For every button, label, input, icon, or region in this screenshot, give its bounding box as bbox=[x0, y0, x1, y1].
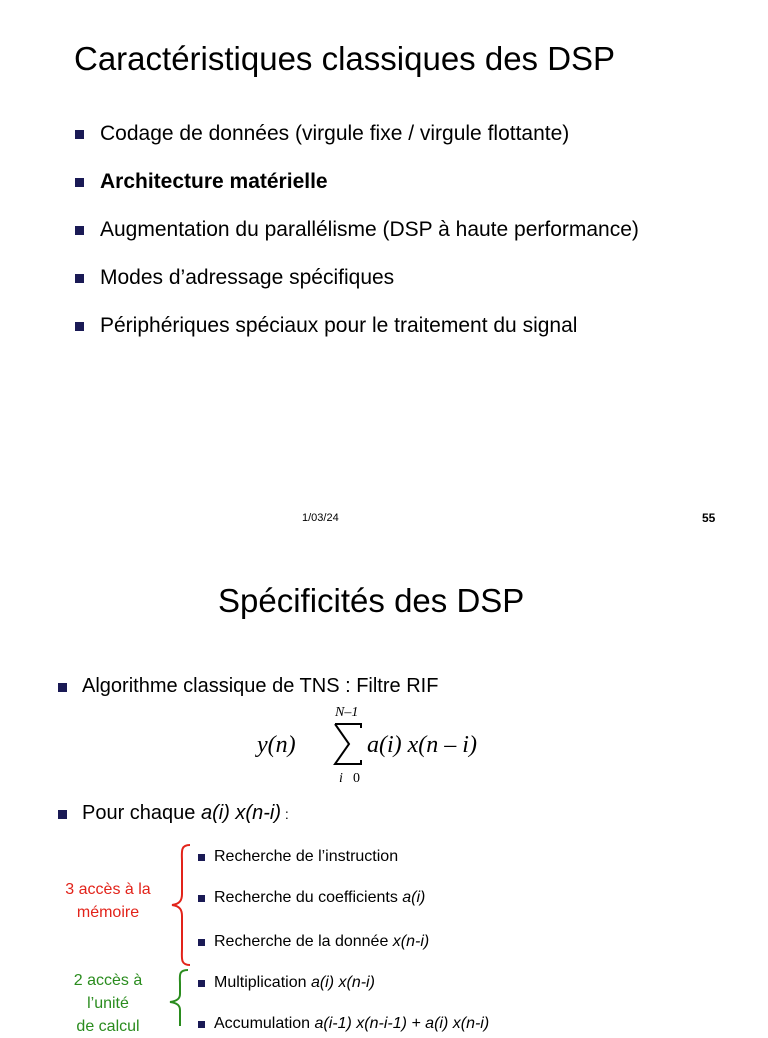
square-bullet-icon bbox=[75, 130, 84, 139]
square-bullet-icon bbox=[198, 980, 205, 987]
bullet-item bbox=[75, 310, 639, 358]
red-brace-icon bbox=[168, 842, 192, 968]
bullet-item bbox=[58, 799, 289, 828]
page-number: 55 bbox=[702, 511, 716, 525]
fir-formula bbox=[255, 704, 525, 794]
sub-bullet-text: Accumulation bbox=[214, 1015, 315, 1032]
square-bullet-icon bbox=[198, 1021, 205, 1028]
sub-bullet-italic: a(i) x(n-i) bbox=[310, 974, 375, 991]
square-bullet-icon bbox=[75, 226, 84, 235]
bullet-item bbox=[75, 166, 639, 214]
label-line: mémoire bbox=[76, 904, 140, 921]
bullet-text: Architecture matérielle bbox=[100, 170, 328, 193]
bullet-text: Codage de données (virgule fixe / virgule flottante) bbox=[100, 122, 570, 145]
sub-bullet-text: Recherche de l’instruction bbox=[214, 848, 399, 865]
compute-unit-label bbox=[44, 969, 172, 1038]
square-bullet-icon bbox=[58, 810, 67, 819]
bullet-text: Modes d’adressage spécifiques bbox=[100, 266, 395, 289]
square-bullet-icon bbox=[198, 895, 205, 902]
sub-bullet-item bbox=[198, 931, 429, 953]
footer-date: 1/03/24 bbox=[302, 512, 339, 524]
bullet-text: Périphériques spéciaux pour le traitement du signal bbox=[100, 314, 578, 337]
sub-bullet-text: Recherche de la donnée bbox=[214, 933, 393, 950]
square-bullet-icon bbox=[198, 939, 205, 946]
bullet-text-suffix: : bbox=[280, 806, 289, 822]
label-line: 2 accès à bbox=[73, 972, 143, 989]
label-line: l’unité bbox=[87, 995, 129, 1012]
green-brace-icon bbox=[162, 968, 190, 1028]
formula-sum-upper: N–1 bbox=[335, 705, 359, 720]
sub-bullet-italic: a(i) bbox=[402, 889, 426, 906]
bullet-item bbox=[75, 214, 639, 262]
square-bullet-icon bbox=[75, 274, 84, 283]
slide-title: Caractéristiques classiques des DSP bbox=[74, 40, 616, 77]
slide-specificites bbox=[0, 540, 768, 1035]
bullet-item bbox=[75, 118, 639, 166]
sub-bullet-item bbox=[198, 887, 425, 909]
formula-lhs: y(n) bbox=[257, 732, 296, 758]
label-line: 3 accès à la bbox=[65, 881, 151, 898]
formula-rhs: a(i) x(n – i) bbox=[367, 732, 477, 758]
bullet-item bbox=[75, 262, 639, 310]
slide-title: Spécificités des DSP bbox=[218, 582, 525, 619]
sub-bullet-item bbox=[198, 1013, 489, 1035]
bullet-item bbox=[58, 672, 438, 700]
sigma-icon bbox=[335, 724, 361, 764]
sub-bullet-italic: a(i-1) x(n-i-1) + a(i) x(n-i) bbox=[314, 1015, 490, 1032]
formula-sum-lower-var: i bbox=[339, 771, 343, 786]
bullet-list bbox=[75, 118, 639, 358]
bullet-text: Algorithme classique de TNS : Filtre RIF bbox=[82, 675, 439, 697]
sub-bullet-italic: x(n-i) bbox=[392, 933, 430, 950]
bullet-text-italic: a(i) x(n-i) bbox=[200, 802, 281, 824]
formula-sum-lower-val: 0 bbox=[353, 771, 360, 786]
square-bullet-icon bbox=[75, 322, 84, 331]
square-bullet-icon bbox=[75, 178, 84, 187]
bullet-text-prefix: Pour chaque bbox=[82, 802, 201, 824]
memory-access-label bbox=[44, 878, 172, 924]
bullet-text: Augmentation du parallélisme (DSP à haute performance) bbox=[100, 218, 639, 241]
sub-bullet-item bbox=[198, 846, 398, 868]
square-bullet-icon bbox=[198, 854, 205, 861]
label-line: de calcul bbox=[76, 1018, 140, 1035]
square-bullet-icon bbox=[58, 683, 67, 692]
sub-bullet-item bbox=[198, 972, 375, 994]
sub-bullet-text: Multiplication bbox=[214, 974, 311, 991]
sub-bullet-text: Recherche du coefficients bbox=[214, 889, 403, 906]
